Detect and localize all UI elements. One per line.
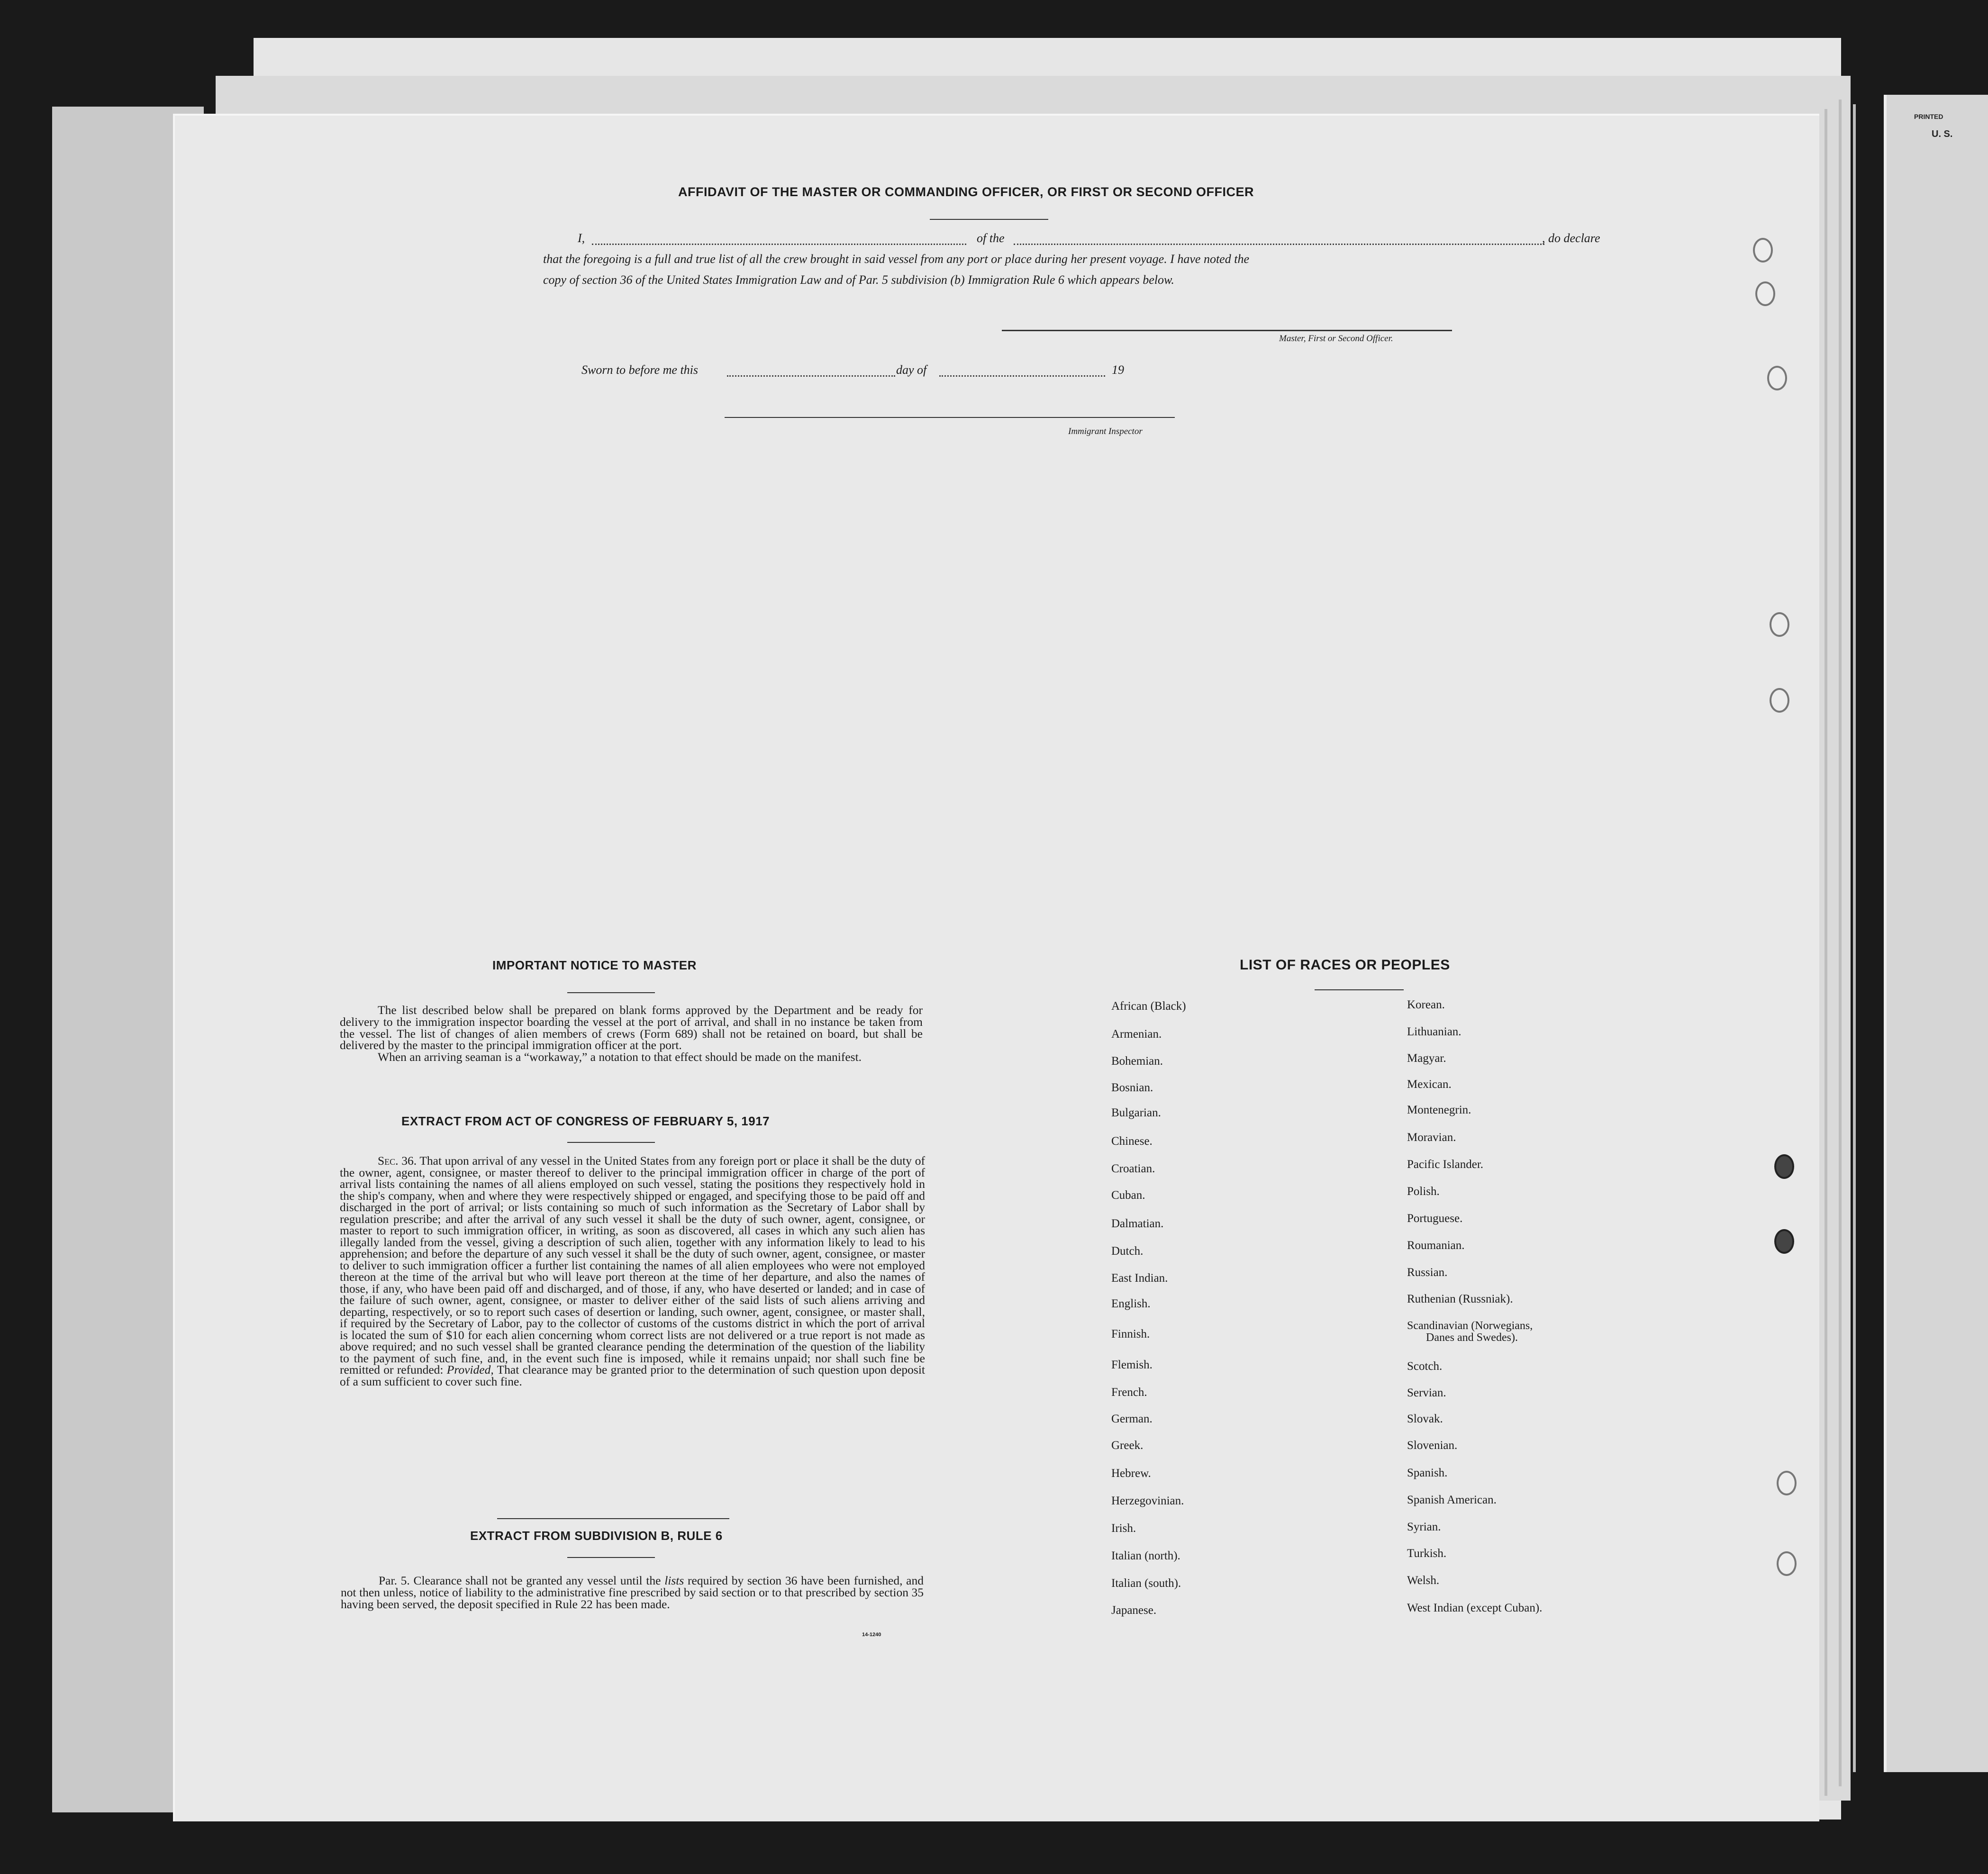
notice-para2: When an arriving seaman is a “workaway,” a notation to that effect should be made on the manifest. [378, 1050, 862, 1064]
race-item: Greek. [1111, 1439, 1144, 1452]
notice-title: IMPORTANT NOTICE TO MASTER [492, 958, 697, 972]
sec36-text: That upon arrival of any vessel in the United States from any foreign port or place it shall be the duty of the owner, agent, consignee, or master thereof to deliver to the principal immigration officer in charge of the port of arrival lists containing the names of all aliens employed on such vessel, stating the positions they respectively hold in the ship's company, when and where they were respectively shipped or engaged, and specifying those to be paid off and discharged in the port of arrival; or lists containing so much of such information as the Secretary of Labor shall by regulation prescribe; and after the arrival of any such vessel it shall be the duty of such owner, agent, consignee, or master to report to such immigration officer, in writing, as soon as discovered, all cases in which any such alien has illegally landed from the vessel, giving a description of such alien, together with any information likely to lead to his apprehension; and before the departure of any such vessel it shall be the duty of such owner, agent, consignee, or master to deliver to such immigration officer a further list containing the names of all alien employees who were not employed thereon at the time of the arrival but who will leave port thereon at the time of her departure, and also the names of those, if any, who have been paid off and discharged, and of those, if any, who have deserted or landed; and in case of the failure of such owner, agent, consignee, or master to deliver either of the said lists of such aliens arriving and departing, respectively, or so to report such cases of desertion or landing, such owner, agent, consignee, or master shall, if required by the Secretary of Labor, pay to the collector of customs of the customs district in which the port of arrival is located the sum of $10 for each alien concerning whom correct lists are not delivered or a true report is not made as above required; and no such vessel shall be granted clearance pending the determination of the question of the liability to the payment of such fine, and, in the event such fine is imposed, while it remains unpaid; nor shall such fine be remitted or refunded: [340, 1154, 925, 1376]
act-text [340, 1155, 925, 1387]
race-item: Turkish. [1407, 1547, 1447, 1560]
affidavit-declare-label: , do declare [1542, 231, 1600, 245]
sec36-text-end: That clearance may be granted prior to the determination of such question upon deposit of a sum sufficient to cover such fine. [340, 1363, 925, 1388]
race-item: Flemish. [1111, 1358, 1153, 1371]
sworn-label: Sworn to before me this [581, 363, 699, 377]
rule6-top-rule [497, 1518, 729, 1519]
rule6-title: EXTRACT FROM SUBDIVISION B, RULE 6 [470, 1529, 723, 1543]
manifest-page [173, 114, 1819, 1821]
page-edge [1839, 100, 1842, 1786]
races-rule [1315, 989, 1404, 990]
race-item: Slovenian. [1407, 1439, 1458, 1452]
rule6-rule [567, 1557, 655, 1558]
race-item: Armenian. [1111, 1028, 1162, 1041]
year-label: 19 [1112, 363, 1124, 377]
punch-hole [1774, 1229, 1794, 1254]
race-item: Bulgarian. [1111, 1106, 1161, 1119]
sec-label: Sec. 36. [378, 1154, 417, 1168]
race-item: Moravian. [1407, 1131, 1456, 1144]
us-label: U. S. [1932, 129, 1953, 139]
affidavit-i-label: I, [578, 231, 585, 245]
rule6-text-a: Par. 5. Clearance shall not be granted any vessel until the [379, 1574, 661, 1587]
title-rule [930, 219, 1048, 220]
notice-rule [567, 992, 655, 993]
race-item: Ruthenian (Russniak). [1407, 1293, 1513, 1305]
race-item: English. [1111, 1297, 1151, 1310]
inspector-signature-line [725, 417, 1175, 418]
rule6-text [341, 1575, 924, 1610]
race-item: German. [1111, 1412, 1153, 1425]
punch-hole [1767, 366, 1787, 390]
race-item: Spanish. [1407, 1467, 1448, 1479]
day-of-label: day of [896, 363, 927, 377]
inspector-caption: Immigrant Inspector [1068, 426, 1143, 436]
race-item: Pacific Islander. [1407, 1158, 1484, 1171]
race-item: Chinese. [1111, 1135, 1153, 1148]
act-rule [567, 1142, 655, 1143]
punch-hole [1774, 1154, 1794, 1179]
race-item: Syrian. [1407, 1521, 1441, 1533]
race-item: Polish. [1407, 1185, 1440, 1198]
affidavit-line3: copy of section 36 of the United States Immigration Law and of Par. 5 subdivision (b) Immigration Rule 6 which appears below. [543, 273, 1174, 287]
race-item: Magyar. [1407, 1052, 1446, 1065]
rule6-lists-word: lists [664, 1574, 684, 1587]
race-item: Irish. [1111, 1522, 1136, 1535]
race-item: Roumanian. [1407, 1239, 1465, 1252]
race-item: Cuban. [1111, 1189, 1145, 1202]
race-item: West Indian (except Cuban). [1407, 1602, 1543, 1614]
race-item: Lithuanian. [1407, 1025, 1461, 1038]
punch-hole [1770, 688, 1789, 713]
affidavit-title: AFFIDAVIT OF THE MASTER OR COMMANDING OFFICER, OR FIRST OR SECOND OFFICER [678, 185, 1254, 199]
race-item: Hebrew. [1111, 1467, 1151, 1480]
race-item: Mexican. [1407, 1078, 1452, 1091]
officer-signature-line [1002, 330, 1452, 331]
race-item: East Indian. [1111, 1272, 1168, 1285]
race-item: Korean. [1407, 998, 1445, 1011]
punch-hole [1777, 1471, 1797, 1495]
punch-hole [1777, 1551, 1797, 1576]
race-item: Dutch. [1111, 1245, 1144, 1258]
race-item: Montenegrin. [1407, 1104, 1471, 1116]
rule6-text-b: required by section 36 have been furnished, and not then unless, notice of liability to the administrative fine prescribed by said section or to that prescribed by section 35 having been served, the deposit specified in Rule 22 has been made. [341, 1574, 924, 1611]
race-item: Herzegovinian. [1111, 1494, 1184, 1507]
sworn-day-blank [727, 375, 895, 377]
punch-hole [1755, 281, 1775, 306]
race-item: Dalmatian. [1111, 1217, 1164, 1230]
provided-word: Provided, [446, 1363, 494, 1376]
notice-para1: The list described below shall be prepared on blank forms approved by the Department and be ready for delivery to the immigration inspector boarding the vessel at the port of arrival, and shall in no instance be taken from the vessel. The list of changes of alien members of crews (Form 689) shall not be retained on board, but shall be delivered by the master to the principal immigration officer at the port. [340, 1003, 923, 1052]
officer-caption: Master, First or Second Officer. [1279, 334, 1393, 344]
race-item: Scotch. [1407, 1360, 1443, 1373]
act-title: EXTRACT FROM ACT OF CONGRESS OF FEBRUARY 5, 1917 [401, 1114, 770, 1128]
race-item: Russian. [1407, 1266, 1448, 1279]
race-item: Welsh. [1407, 1574, 1440, 1587]
race-item: African (Black) [1111, 1000, 1186, 1013]
race-item: Bohemian. [1111, 1055, 1163, 1068]
races-title: LIST OF RACES OR PEOPLES [1240, 957, 1450, 973]
right-adjacent-page [1884, 95, 1988, 1772]
punch-hole [1753, 238, 1773, 263]
race-item: Italian (north). [1111, 1549, 1180, 1562]
affidavit-line2: that the foregoing is a full and true list of all the crew brought in said vessel from any port or place during her present voyage. I have noted the [543, 252, 1249, 266]
name-blank [592, 244, 966, 245]
race-item: Italian (south). [1111, 1577, 1181, 1590]
page-edge [1853, 104, 1856, 1772]
vessel-blank [1014, 244, 1544, 245]
race-item: Spanish American. [1407, 1494, 1497, 1506]
race-item: French. [1111, 1386, 1147, 1399]
notice-text [340, 1005, 923, 1063]
race-item: Slovak. [1407, 1412, 1443, 1425]
affidavit-of-the-label: of the [977, 231, 1005, 245]
race-item: Scandinavian (Norwegians, Danes and Swedes). [1407, 1320, 1533, 1344]
sworn-month-blank [939, 375, 1105, 377]
race-item: Croatian. [1111, 1162, 1155, 1175]
race-item: Portuguese. [1407, 1212, 1463, 1225]
race-item: Japanese. [1111, 1604, 1157, 1617]
race-item: Bosnian. [1111, 1081, 1153, 1094]
race-item: Servian. [1407, 1386, 1446, 1399]
race-item: Finnish. [1111, 1328, 1150, 1340]
punch-hole [1770, 612, 1789, 637]
form-number: 14-1240 [862, 1632, 881, 1638]
printed-label: PRINTED [1914, 113, 1943, 120]
page-edge [1825, 109, 1827, 1796]
